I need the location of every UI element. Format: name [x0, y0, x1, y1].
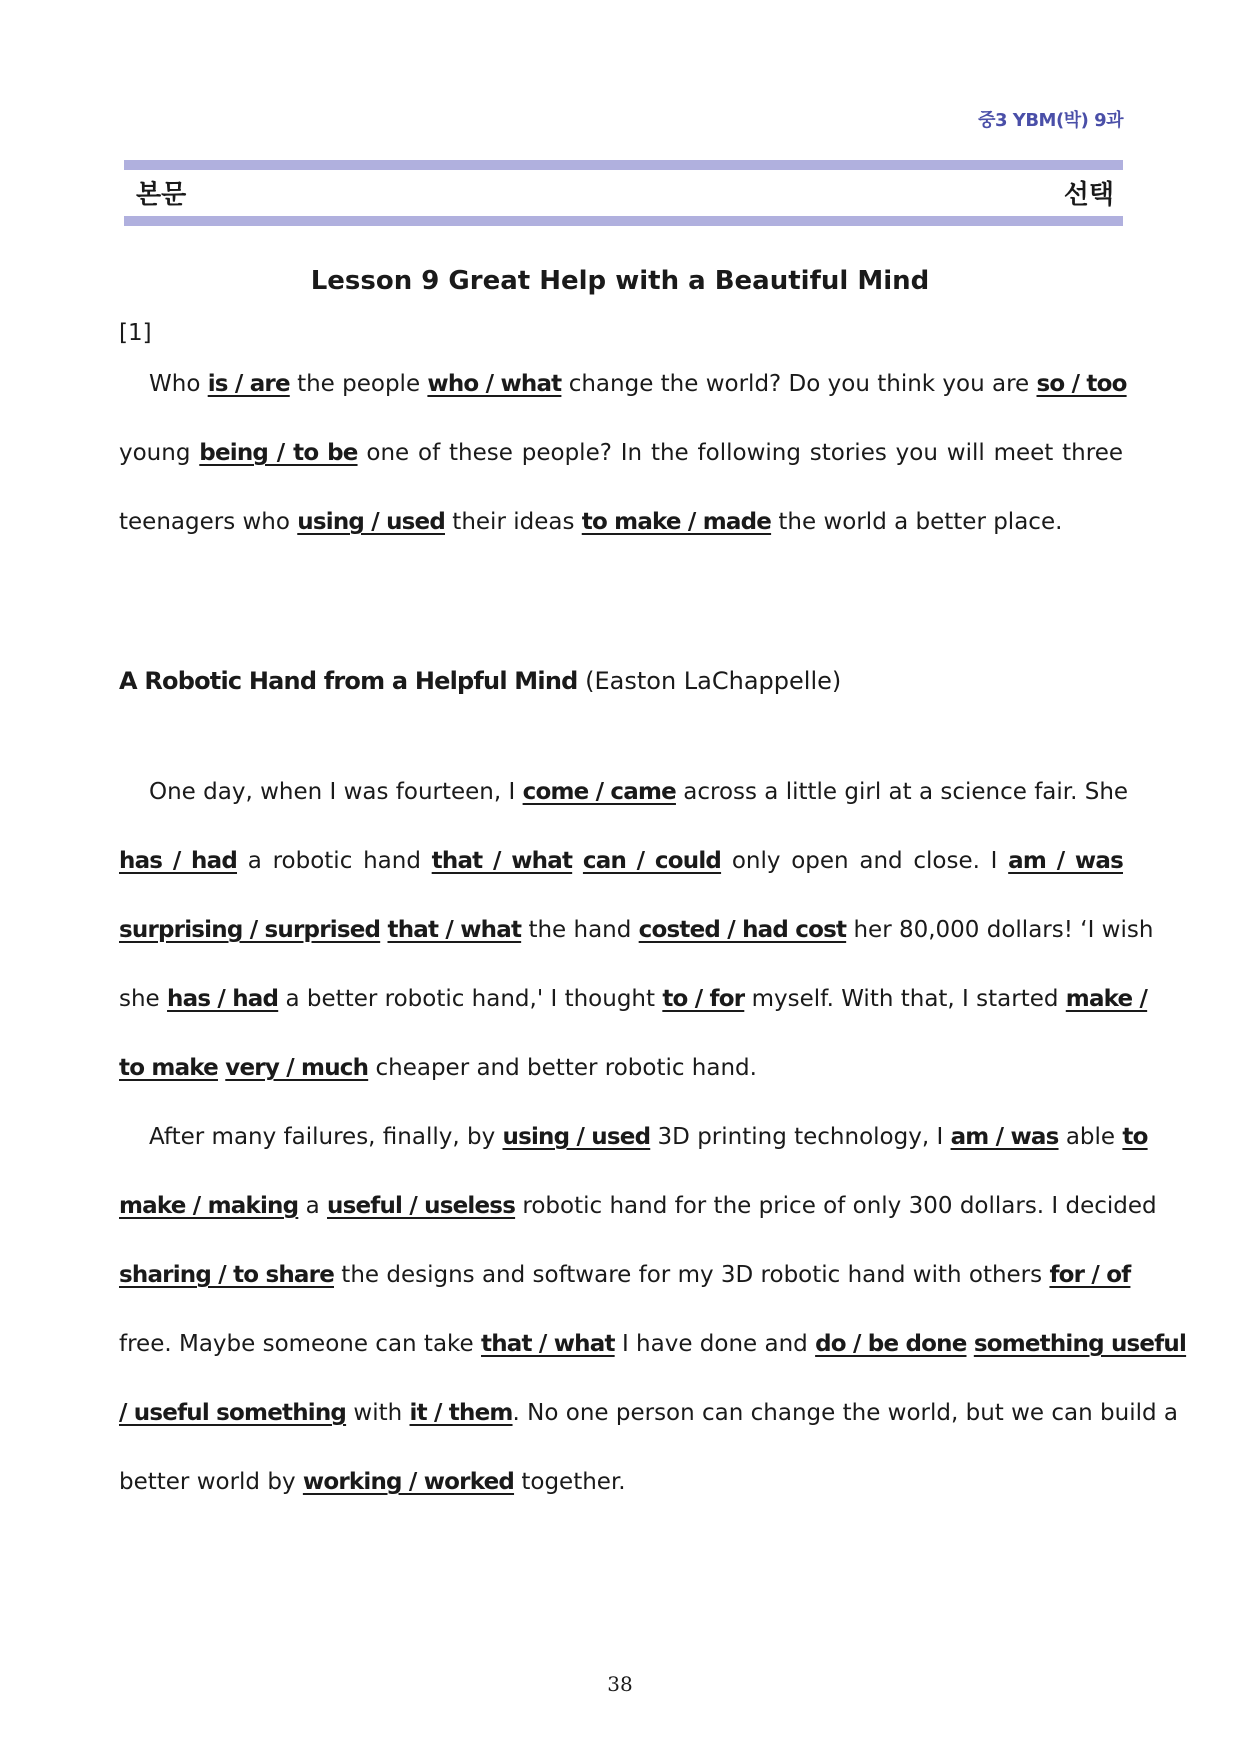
text-run: One day, when I was fourteen, I — [149, 779, 523, 805]
text-run: myself. With that, I started — [744, 986, 1066, 1012]
choice-option: that / what — [387, 917, 522, 943]
text-run — [572, 848, 583, 874]
choice-option: that / what — [431, 848, 573, 874]
section-label-left: 본문 — [136, 180, 187, 210]
page-number: 38 — [607, 1672, 633, 1696]
text-run: change the world? Do you think you are — [561, 371, 1037, 397]
text-run: better world by — [119, 1469, 303, 1495]
choice-option: / useful something — [119, 1400, 347, 1426]
text-run: I have done and — [614, 1331, 816, 1357]
story-p2-line-3 — [119, 1258, 1131, 1327]
story-p1-line-2 — [119, 844, 1123, 913]
choice-option: to / for — [662, 986, 745, 1012]
choice-option: is / are — [207, 371, 290, 397]
choice-option: make / making — [119, 1193, 299, 1219]
intro-line-1 — [119, 367, 1127, 436]
text-run: teenagers who — [119, 509, 298, 535]
text-run: a better robotic hand,' I thought — [278, 986, 663, 1012]
story-paragraph-1 — [119, 775, 1154, 1120]
text-run: cheaper and better robotic hand. — [368, 1055, 757, 1081]
text-run: a robotic hand — [237, 848, 432, 874]
text-run: one of these people? In the following stories you will meet three — [357, 440, 1124, 466]
text-run: 3D printing technology, I — [650, 1124, 951, 1150]
text-run: young — [119, 440, 200, 466]
story-p1-line-3 — [119, 913, 1154, 982]
choice-option: costed / had cost — [638, 917, 847, 943]
story-p2-line-1 — [119, 1120, 1148, 1189]
story-p1-line-1 — [119, 775, 1129, 844]
text-run: across a little girl at a science fair. She — [675, 779, 1129, 805]
story-p1-line-5 — [119, 1051, 1123, 1120]
text-run: with — [346, 1400, 410, 1426]
story-p1-line-4 — [119, 982, 1148, 1051]
story-author: (Easton LaChappelle) — [577, 667, 842, 695]
choice-option: do / be done — [815, 1331, 967, 1357]
text-run: free. Maybe someone can take — [119, 1331, 482, 1357]
header-band-bottom — [124, 216, 1123, 226]
text-run: robotic hand for the price of only 300 dollars. I decided — [515, 1193, 1157, 1219]
choice-option: sharing / to share — [119, 1262, 334, 1288]
text-run: the designs and software for my 3D robotic hand with others — [334, 1262, 1050, 1288]
section-label-right: 선택 — [1063, 180, 1114, 210]
choice-option: to make — [119, 1055, 218, 1081]
text-run: their ideas — [445, 509, 582, 535]
intro-line-3 — [119, 505, 1123, 574]
story-p2-line-2 — [119, 1189, 1157, 1258]
choice-option: am / was — [950, 1124, 1059, 1150]
story-p2-line-4 — [119, 1327, 1187, 1396]
choice-option: who / what — [427, 371, 562, 397]
text-run: together. — [514, 1469, 626, 1495]
text-run: only open and close. I — [721, 848, 1009, 874]
text-run: she — [119, 986, 168, 1012]
choice-option: am / was — [1008, 848, 1123, 874]
choice-option: has / had — [119, 848, 238, 874]
choice-option: so / too — [1036, 371, 1127, 397]
choice-option: can / could — [582, 848, 722, 874]
choice-option: working / worked — [302, 1469, 515, 1495]
story-heading — [119, 667, 841, 695]
text-run: . No one person can change the world, but we can build a — [512, 1400, 1178, 1426]
text-run — [967, 1331, 974, 1357]
choice-option: surprising / surprised — [119, 917, 381, 943]
story-title: A Robotic Hand from a Helpful Mind — [119, 667, 578, 695]
text-run: able — [1058, 1124, 1123, 1150]
text-run: the hand — [521, 917, 639, 943]
choice-option: that / what — [481, 1331, 615, 1357]
choice-option: for / of — [1049, 1262, 1131, 1288]
choice-option: it / them — [409, 1400, 513, 1426]
choice-option: to make / made — [581, 509, 772, 535]
choice-option: come / came — [522, 779, 676, 805]
text-run — [380, 917, 387, 943]
text-run: the people — [289, 371, 428, 397]
header-tag: 중3 YBM(박) 9과 — [978, 110, 1123, 131]
choice-option: make / — [1065, 986, 1148, 1012]
story-p2-line-6 — [119, 1465, 1123, 1534]
header-band-top — [124, 160, 1123, 170]
choice-option: something useful — [973, 1331, 1187, 1357]
choice-option: using / used — [297, 509, 445, 535]
text-run: After many failures, finally, by — [149, 1124, 503, 1150]
lesson-title: Lesson 9 Great Help with a Beautiful Mind — [310, 266, 930, 296]
paragraph-number: [1] — [119, 320, 152, 346]
choice-option: being / to be — [199, 440, 358, 466]
intro-paragraph — [119, 367, 1127, 574]
story-p2-line-5 — [119, 1396, 1178, 1465]
text-run: her 80,000 dollars! ‘I wish — [846, 917, 1154, 943]
text-run: a — [298, 1193, 328, 1219]
text-run: the world a better place. — [771, 509, 1063, 535]
intro-line-2 — [119, 436, 1123, 505]
choice-option: useful / useless — [327, 1193, 516, 1219]
choice-option: using / used — [502, 1124, 651, 1150]
text-run: Who — [149, 371, 208, 397]
choice-option: to — [1122, 1124, 1148, 1150]
choice-option: very / much — [225, 1055, 369, 1081]
story-paragraph-2 — [119, 1120, 1187, 1534]
choice-option: has / had — [167, 986, 279, 1012]
